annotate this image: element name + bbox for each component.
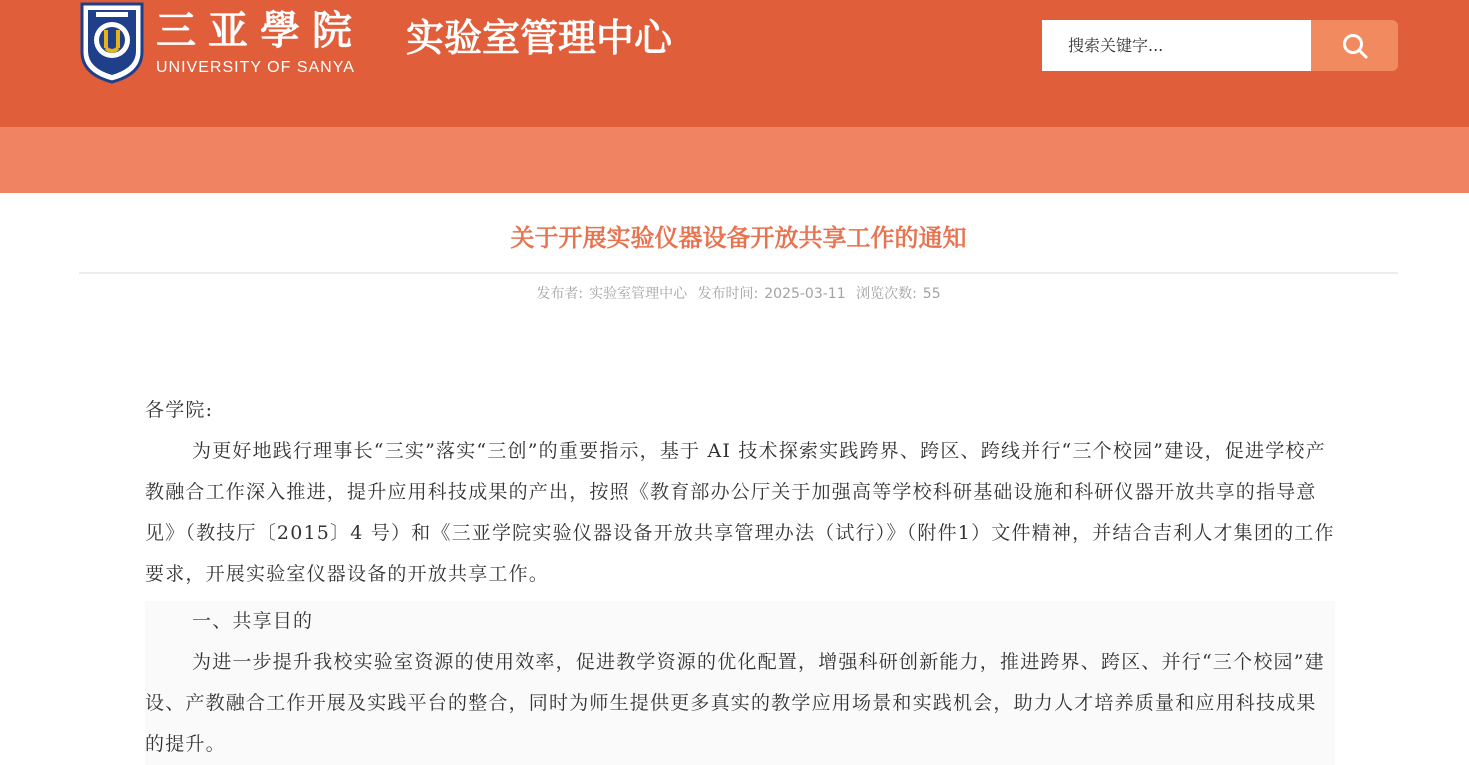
article-title: 关于开展实验仪器设备开放共享工作的通知: [510, 224, 967, 252]
search-button[interactable]: [1311, 20, 1398, 71]
publisher-value: 实验室管理中心: [589, 286, 688, 302]
publish-date-value: 2025-03-11: [764, 286, 846, 302]
article-meta: [79, 283, 1398, 305]
view-count-value: 55: [922, 286, 941, 302]
publisher-label: 发布者:: [536, 286, 584, 302]
section-heading: 一、共享目的: [192, 610, 314, 632]
title-divider: [79, 272, 1398, 274]
search-bar: [1042, 20, 1398, 71]
site-header: [0, 0, 1469, 127]
search-icon: [1341, 32, 1369, 60]
body-paragraph: 为更好地践行理事长“三实”落实“三创”的重要指示，基于 AI 技术探索实践跨界、跨区、跨线并行“三个校园”建设，促进学校产教融合工作深入推进，提升应用科技成果的产出，按照《教育部办公厅关于加强高等学校科研基础设施和科研仪器开放共享的指导意见》（教技厅〔2015〕4 号）和《三亚学院实验仪器设备开放共享管理办法（试行）》（附件1）文件精神，并结合吉利人才集团的工作要求，开展实验室仪器设备的开放共享工作。: [145, 440, 1335, 585]
publish-date-label: 发布时间:: [697, 286, 759, 302]
section-block: [145, 601, 1335, 765]
university-emblem-icon: [78, 2, 146, 84]
logo-chinese-name: 三亚學院: [156, 7, 364, 54]
section-paragraph: 为进一步提升我校实验室资源的使用效率，促进教学资源的优化配置，增强科研创新能力，推进跨界、跨区、并行“三个校园”建设、产教融合工作开展及实践平台的整合，同时为师生提供更多真实的教学应用场景和实践机会，助力人才培养质量和应用科技成果的提升。: [145, 651, 1325, 755]
article-body: [145, 390, 1335, 765]
view-count-label: 浏览次数:: [856, 286, 917, 302]
search-input[interactable]: [1042, 20, 1311, 71]
site-title[interactable]: 实验室管理中心: [406, 16, 673, 60]
university-logo[interactable]: [78, 0, 364, 86]
logo-english-name: UNIVERSITY OF SANYA: [156, 59, 355, 76]
navigation-bar: [0, 127, 1469, 193]
salutation: 各学院:: [145, 399, 214, 421]
